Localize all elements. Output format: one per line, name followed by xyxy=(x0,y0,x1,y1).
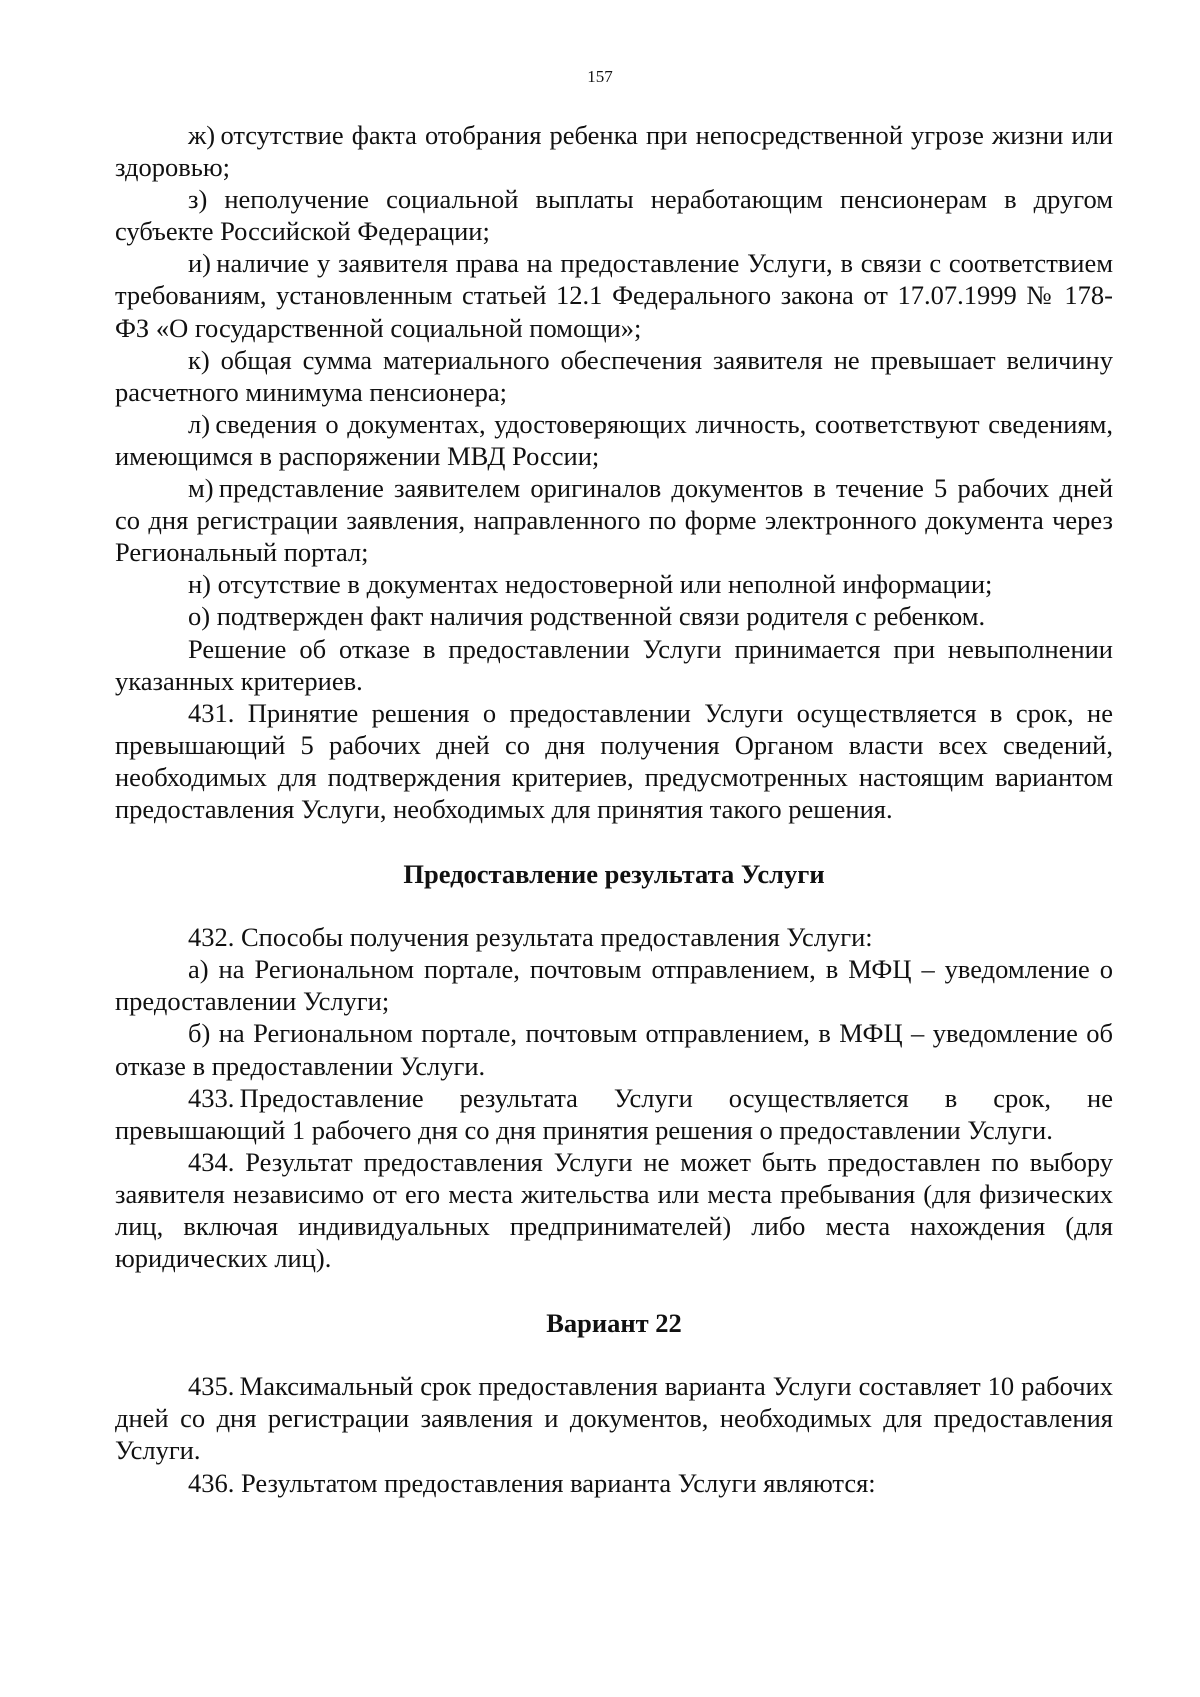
section-heading-variant-22: Вариант 22 xyxy=(546,1308,682,1339)
paragraph-435: 435. Максимальный срок предоставления варианта Услуги составляет 10 рабочих дней со дня регистрации заявления и документов, необходимых для предоставления Услуги. xyxy=(115,1371,1113,1466)
paragraph-i: и) наличие у заявителя права на предоставление Услуги, в связи с соответствием требованиям, установленным статьей 12.1 Федерального закона от 17.07.1999 № 178-ФЗ «О государственной социальной помощи»; xyxy=(115,248,1113,343)
paragraph-zh: ж) отсутствие факта отобрания ребенка при непосредственной угрозе жизни или здоровью; xyxy=(115,120,1113,183)
paragraph-l: л) сведения о документах, удостоверяющих личность, соответствуют сведениям, имеющимся в распоряжении МВД России; xyxy=(115,408,1113,471)
document-body xyxy=(115,119,1113,1499)
paragraph-n: н) отсутствие в документах недостоверной или неполной информации; xyxy=(188,569,993,600)
paragraph-k: к) общая сумма материального обеспечения заявителя не превышает величину расчетного минимума пенсионера; xyxy=(115,344,1113,407)
paragraph-z: з) неполучение социальной выплаты неработающим пенсионерам в другом субъекте Российской Федерации; xyxy=(115,184,1113,247)
paragraph-o: о) подтвержден факт наличия родственной связи родителя с ребенком. xyxy=(188,601,986,632)
paragraph-refusal-decision: Решение об отказе в предоставлении Услуги принимается при невыполнении указанных критериев. xyxy=(115,633,1113,696)
paragraph-m: м) представление заявителем оригиналов документов в течение 5 рабочих дней со дня регистрации заявления, направленного по форме электронного документа через Региональный портал; xyxy=(115,473,1113,568)
paragraph-431: 431. Принятие решения о предоставлении Услуги осуществляется в срок, не превышающий 5 рабочих дней со дня получения Органом власти всех сведений, необходимых для подтверждения критериев, предусмотренных настоящим вариантом предоставления Услуги, необходимых для принятия такого решения. xyxy=(115,697,1113,824)
page-number: 157 xyxy=(587,67,613,86)
paragraph-436: 436. Результатом предоставления варианта Услуги являются: xyxy=(188,1467,876,1498)
paragraph-432-a: а) на Региональном портале, почтовым отправлением, в МФЦ – уведомление о предоставлении Услуги; xyxy=(115,954,1113,1017)
paragraph-433: 433. Предоставление результата Услуги осуществляется в срок, не превышающий 1 рабочего дня со дня принятия решения о предоставлении Услуги. xyxy=(115,1082,1113,1145)
section-heading-result: Предоставление результата Услуги xyxy=(403,859,825,890)
paragraph-432-b: б) на Региональном портале, почтовым отправлением, в МФЦ – уведомление об отказе в предоставлении Услуги. xyxy=(115,1018,1113,1081)
paragraph-434: 434. Результат предоставления Услуги не может быть предоставлен по выбору заявителя независимо от его места жительства или места пребывания (для физических лиц, включая индивидуальных предпринимателей) либо места нахождения (для юридических лиц). xyxy=(115,1146,1113,1274)
paragraph-432: 432. Способы получения результата предоставления Услуги: xyxy=(188,922,873,953)
